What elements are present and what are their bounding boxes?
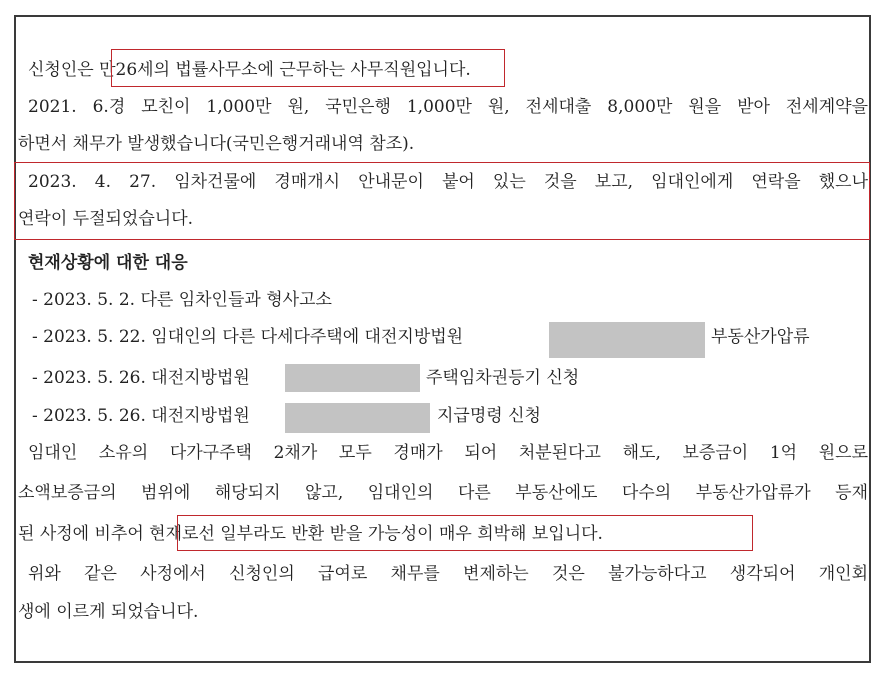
list-item: - 2023. 5. 22. 임대인의 다른 다세다주택에 대전지방법원 [32, 327, 464, 347]
list-item: - 2023. 5. 2. 다른 임차인들과 형사고소 [32, 290, 332, 310]
intro-highlighted-text: 만26세의 법률사무소에 근무하는 사무직원 [99, 60, 417, 80]
list-item-suffix: 지급명령 신청 [437, 406, 541, 426]
paragraph-conclusion-line1: 위와 같은 사정에서 신청인의 급여로 채무를 변제하는 것은 불가능하다고 생각되어 개인회 [28, 564, 868, 584]
redaction-block [285, 403, 430, 433]
paragraph-debt-line1: 2021. 6.경 모친이 1,000만 원, 국민은행 1,000만 원, 전세대출 8,000만 원을 받아 전세계약을 [28, 97, 868, 117]
paragraph-assessment-line3 [18, 523, 603, 545]
paragraph-intro [28, 59, 471, 81]
paragraph-assessment-line1: 임대인 소유의 다가구주택 2채가 모두 경매가 되어 처분된다고 해도, 보증금이 1억 원으로 [28, 443, 868, 463]
list-item: - 2023. 5. 26. 대전지방법원 [32, 406, 250, 426]
paragraph-debt-line2: 하면서 채무가 발생했습니다(국민은행거래내역 참조). [18, 134, 415, 154]
paragraph-auction-line1: 2023. 4. 27. 임차건물에 경매개시 안내문이 붙어 있는 것을 보고, 임대인에게 연락을 했으나 [28, 172, 868, 192]
assessment-highlighted-text: 현재로선 일부라도 반환 받을 가능성이 매우 희박해 보입니다. [149, 524, 603, 544]
redaction-block [285, 364, 420, 392]
assessment-text-before: 된 사정에 비추어 [18, 524, 150, 544]
paragraph-assessment-line2: 소액보증금의 범위에 해당되지 않고, 임대인의 다른 부동산에도 다수의 부동산가압류가 등재 [18, 483, 868, 503]
intro-text-before: 신청인은 [28, 60, 100, 80]
list-item-suffix: 주택임차권등기 신청 [426, 368, 580, 388]
paragraph-auction-line2: 연락이 두절되었습니다. [18, 209, 194, 229]
intro-text-after: 입니다. [416, 60, 471, 80]
list-item-suffix: 부동산가압류 [711, 327, 810, 347]
section-heading: 현재상황에 대한 대응 [28, 253, 188, 273]
paragraph-conclusion-line2: 생에 이르게 되었습니다. [18, 602, 199, 622]
redaction-block [549, 322, 705, 358]
list-item: - 2023. 5. 26. 대전지방법원 [32, 368, 250, 388]
